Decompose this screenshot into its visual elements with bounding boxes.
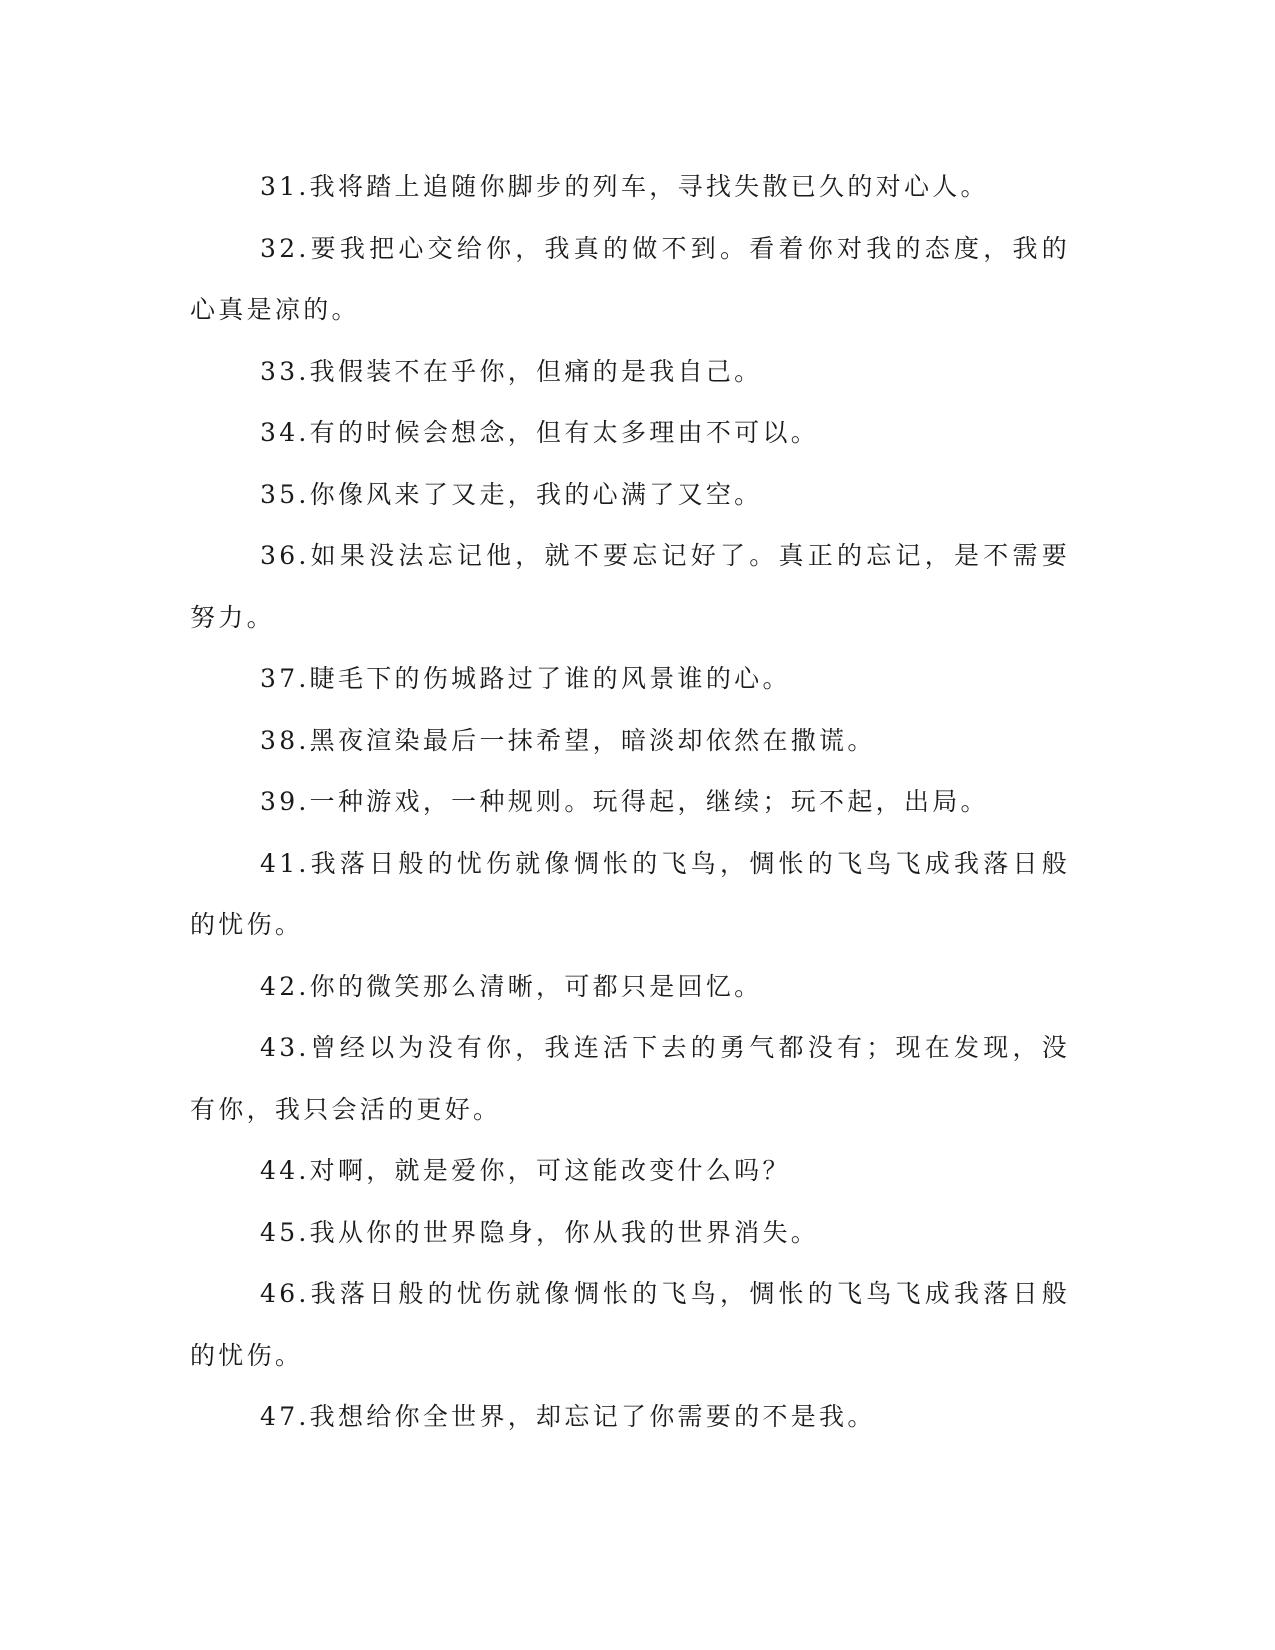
paragraph-44: 44.对啊，就是爱你，可这能改变什么吗？ [260,1156,791,1185]
paragraph-33: 33.我假装不在乎你，但痛的是我自己。 [260,356,763,386]
paragraph-45: 45.我从你的世界隐身，你从我的世界消失。 [260,1217,820,1247]
paragraph-38: 38.黑夜渲染最后一抹希望，暗淡却依然在撒谎。 [260,725,876,755]
document-body [190,156,1070,1448]
paragraph-37: 37.睫毛下的伤城路过了谁的风景谁的心。 [260,664,791,693]
paragraph-41: 41.我落日般的忧伤就像惆怅的飞鸟，惆怅的飞鸟飞成我落日般的忧伤。 [190,848,1070,939]
paragraph-35: 35.你像风来了又走，我的心满了又空。 [260,479,763,509]
paragraph-46: 46.我落日般的忧伤就像惆怅的飞鸟，惆怅的飞鸟飞成我落日般的忧伤。 [190,1279,1070,1370]
paragraph-31: 31.我将踏上追随你脚步的列车，寻找失散已久的对心人。 [260,172,989,201]
paragraph-32: 32.要我把心交给你，我真的做不到。看着你对我的态度，我的心真是凉的。 [190,233,1070,324]
paragraph-43: 43.曾经以为没有你，我连活下去的勇气都没有；现在发现，没有你，我只会活的更好。 [190,1033,1070,1124]
paragraph-42: 42.你的微笑那么清晰，可都只是回忆。 [260,971,763,1001]
paragraph-47: 47.我想给你全世界，却忘记了你需要的不是我。 [260,1402,876,1431]
paragraph-36: 36.如果没法忘记他，就不要忘记好了。真正的忘记，是不需要努力。 [190,541,1070,632]
paragraph-39: 39.一种游戏，一种规则。玩得起，继续；玩不起，出局。 [260,787,989,816]
paragraph-34: 34.有的时候会想念，但有太多理由不可以。 [260,418,820,447]
